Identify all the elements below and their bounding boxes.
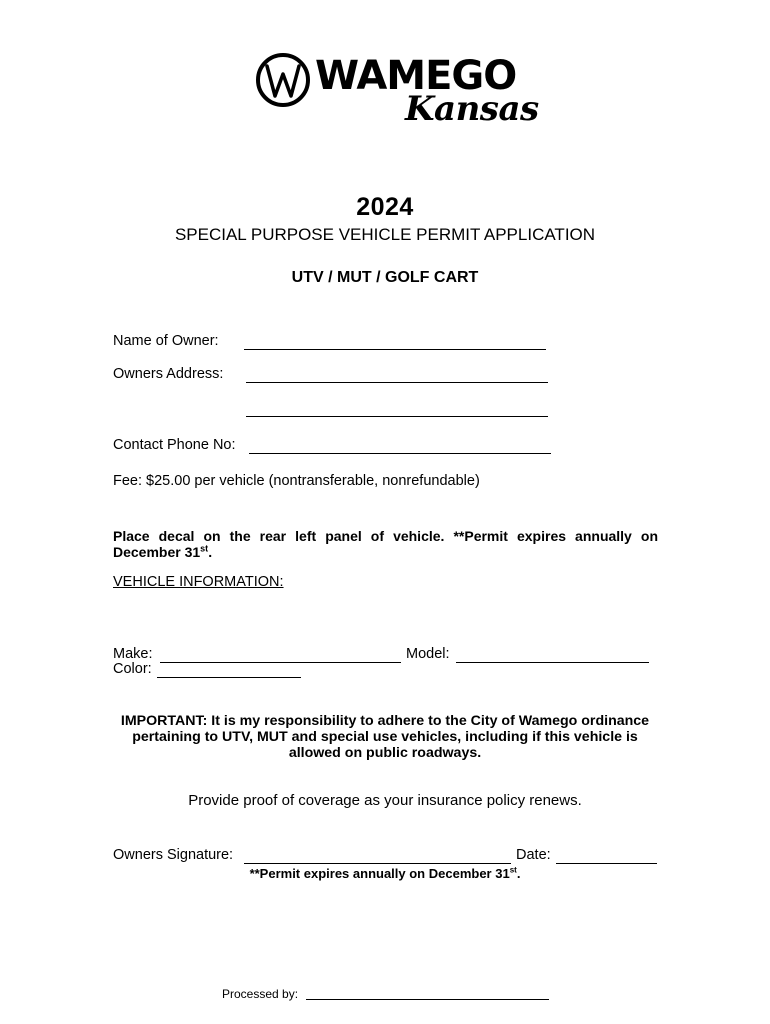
color-row [113, 661, 152, 677]
make-model-row [113, 646, 673, 662]
permit-expires-note [0, 866, 770, 881]
decal-instructions [113, 528, 658, 560]
important-notice [105, 713, 665, 761]
date-label: Date: [516, 847, 551, 863]
make-field[interactable] [160, 650, 401, 663]
phone-label: Contact Phone No: [113, 437, 236, 453]
color-label: Color: [113, 661, 152, 677]
form-year: 2024 [356, 193, 414, 221]
wamego-emblem-icon [255, 52, 315, 112]
owner-address-line2-field[interactable] [246, 404, 548, 417]
model-label: Model: [406, 646, 450, 662]
owner-address-label: Owners Address: [113, 366, 224, 382]
owner-name-field[interactable] [244, 337, 546, 350]
logo-wordmark: WAMEGO [315, 53, 517, 99]
vehicle-types: UTV / MUT / GOLF CART [291, 269, 479, 286]
phone-field[interactable] [249, 441, 551, 454]
decal-suffix: st [200, 543, 209, 554]
decal-end: . [208, 544, 213, 560]
signature-label: Owners Signature: [113, 847, 234, 863]
color-field[interactable] [157, 665, 301, 678]
important-text: : It is my responsibility to adhere to the City of Wamego ordinance pertaining to UTV, MUT and special use vehicles, including if this vehicle is allowed on public roadways. [132, 713, 650, 761]
expires-text: **Permit expires annually on December 31 [249, 866, 510, 881]
vehicle-info-heading: VEHICLE INFORMATION: [113, 574, 284, 590]
owner-name-label: Name of Owner: [113, 333, 219, 349]
expires-end: . [516, 866, 521, 881]
signature-field[interactable] [244, 851, 511, 864]
phone-row [113, 437, 236, 453]
wamego-logo [255, 50, 539, 145]
date-field[interactable] [556, 851, 657, 864]
owner-name-row [113, 333, 219, 349]
logo-subtitle: Kansas [405, 89, 539, 129]
fee-text: Fee: $25.00 per vehicle (nontransferable, nonrefundable) [113, 473, 480, 489]
owner-address-row [113, 366, 223, 382]
proof-of-coverage-text: Provide proof of coverage as your insurance policy renews. [188, 792, 582, 809]
processed-by-row [222, 987, 298, 1001]
expires-suffix: st [509, 865, 517, 875]
processed-by-label: Processed by: [222, 987, 299, 1001]
owner-address-field[interactable] [246, 370, 548, 383]
form-title: SPECIAL PURPOSE VEHICLE PERMIT APPLICATION [174, 225, 596, 244]
model-field[interactable] [456, 650, 649, 663]
signature-row [113, 847, 673, 863]
make-label: Make: [113, 646, 153, 662]
important-label: IMPORTANT [120, 713, 203, 729]
decal-text: Place decal on the rear left panel of vehicle. **Permit expires annually on December 31 [113, 528, 658, 560]
processed-by-field[interactable] [306, 989, 549, 1000]
